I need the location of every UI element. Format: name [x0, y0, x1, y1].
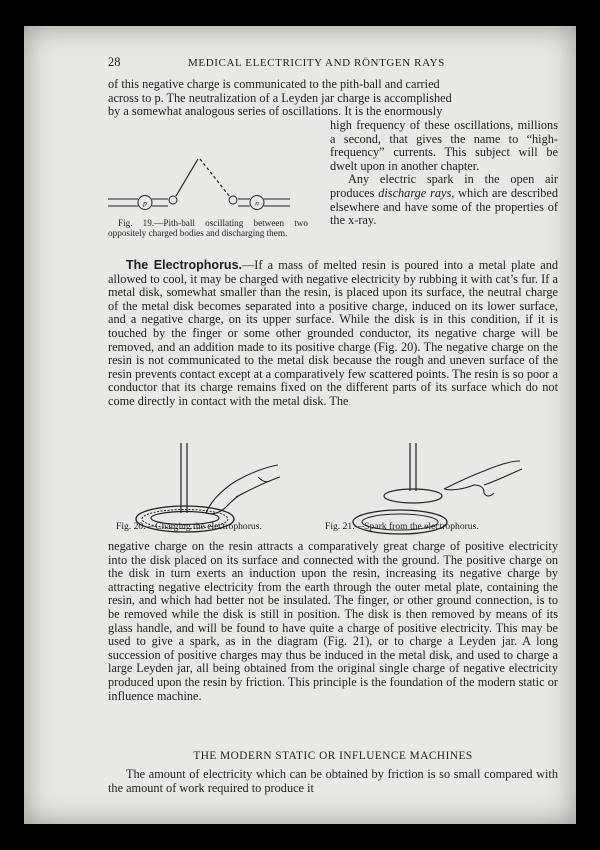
- paragraph-friction: The amount of electricity which can be obtained by friction is so small compared with the amount of work required to produce it: [108, 767, 558, 795]
- opening-lines: [108, 78, 558, 119]
- paragraph-high-frequency: high frequency of these oscillations, millions a second, that gives the name to “high-frequency” currents. This subject will be dwelt upon in another chapter.: [330, 118, 558, 173]
- right-column-text: [330, 119, 558, 228]
- label-p: p: [143, 198, 147, 208]
- electrophorus-section: [108, 259, 558, 409]
- paragraph-induction: negative charge on the resin attracts a comparatively great charge of positive electricity into the disk placed on its surface and connected with the ground. The positive charge on the disk in turn exerts an induction upon the resin, increasing its negative charge by attracting negative electricity from the earth through the outer metal plate, containing the resin, and which had better not be insulated. The finger, or other ground connection, is to be removed while the disk is still in position. The disk is then removed by means of its glass handle, and will be found to have quite a charge of positive electricity. This may be used to give a spark, as in the diagram (Fig. 21), or to charge a Leyden jar. A long succession of positive charges may thus be induced in the metal disk, and used to charge a large Leyden jar, all being obtained from the original single charge of negative electricity produced upon the resin by friction. This principle is the foundation of the modern static or influence machine.: [108, 539, 558, 703]
- running-title: MEDICAL ELECTRICITY AND RÖNTGEN RAYS: [188, 57, 445, 69]
- section-heading: THE MODERN STATIC OR INFLUENCE MACHINES: [193, 750, 473, 762]
- figure-21-caption: Fig. 21.—Spark from the electrophorus.: [325, 521, 479, 532]
- figure-20-caption: Fig. 20.—Charging the electrophorus.: [116, 521, 262, 532]
- paragraph-discharge-rays: [330, 173, 558, 227]
- running-header: [108, 56, 558, 72]
- text-span: Any electric spark in the open air produces: [330, 172, 558, 200]
- emphasis-text: discharge rays,: [378, 185, 455, 200]
- figure-20-illustration: [136, 443, 280, 532]
- pith-ball-diagram: [108, 136, 308, 216]
- page-number: 28: [108, 55, 121, 69]
- figure-19: [108, 136, 308, 238]
- run-in-heading: The Electrophorus.: [126, 258, 242, 272]
- section-text: [108, 768, 558, 795]
- text-line: of this negative charge is communicated to the pith-ball and carried: [108, 77, 440, 91]
- text-span: which are described elsewhere and have some of the properties of the x-ray.: [330, 185, 558, 228]
- figure-19-caption: Fig. 19.—Pith-ball oscillating between two oppositely charged bodies and discharging them.: [108, 218, 308, 239]
- text-line: by a somewhat analogous series of oscillations. It is the enormously: [108, 104, 443, 119]
- book-page: [24, 26, 576, 824]
- continuation-text: [108, 540, 558, 703]
- paragraph-electrophorus: [108, 259, 558, 409]
- text-span: —If a mass of melted resin is poured into a metal plate and allowed to cool, it may be charged with negative electricity by rubbing it with cat’s fur. If a metal disk, somewhat smaller than the resin, is placed upon its surface, the neutral charge of the metal disk becomes separated into a positive charge, induced on its lower surface, and a negative charge, on its upper surface. While the disk is in this condition, if it is touched by the finger or some other grounded conductor, its negative charge will be removed, and an addition made to its positive charge (Fig. 20). The negative charge on the resin is not communicated to the metal disk because the rough and uneven surface of the resin prevents contact except at a comparatively few scattered points. The resin is so poor a conductor that its charge remains fixed on the different parts of its surface which do not come directly in contact with the metal disk. The: [108, 258, 558, 408]
- label-n: n: [255, 198, 259, 208]
- text-line: across to p. The neutralization of a Leyden jar charge is accomplished: [108, 90, 452, 105]
